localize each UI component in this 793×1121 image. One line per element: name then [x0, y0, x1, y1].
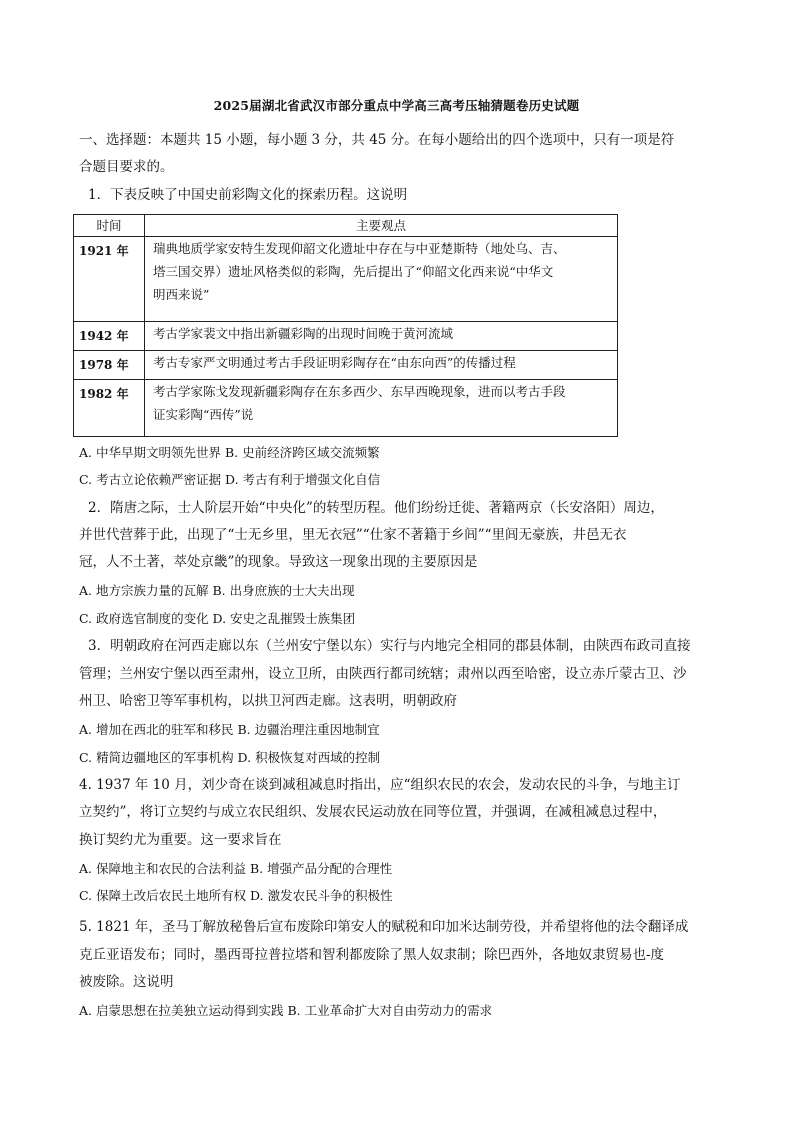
table-cell-year: 1921 年: [74, 237, 145, 322]
table-cell-year: 1942 年: [74, 322, 145, 351]
section-instruction-line-1: 一、选择题：本题共 15 小题，每小题 3 分，共 45 分。在每小题给出的四个选项中，只有一项是符: [79, 132, 675, 148]
q1-stem: 1．下表反映了中国史前彩陶文化的探索历程。这说明: [88, 187, 408, 203]
q4-options-cd: C. 保障土改后农民土地所有权 D. 激发农民斗争的积极性: [79, 888, 393, 903]
q3-stem-line-3: 州卫、哈密卫等军事机构，以拱卫河西走廊。这表明，明朝政府: [79, 693, 457, 709]
q2-options-cd: C. 政府选官制度的变化 D. 安史之乱摧毁士族集团: [79, 611, 356, 626]
view-line: 塔三国交界）遗址风格类似的彩陶，先后提出了“仰韶文化西来说“中华文: [153, 264, 554, 279]
q2-stem-line-2: 并世代营葬于此，出现了“士无乡里，里无衣冠”“仕家不著籍于乡闾”“里闾无豪族，井邑无衣: [79, 527, 627, 543]
section-instruction-line-2: 合题目要求的。: [79, 159, 174, 175]
table-cell-view: [145, 322, 618, 351]
q4-stem-line-3: 换订契约尤为重要。这一要求旨在: [79, 832, 282, 848]
table-header-views: 主要观点: [145, 215, 618, 237]
q4-stem-line-1: 4. 1937 年 10 月，刘少奇在谈到减租减息时指出，应“组织农民的农会，发动农民的斗争，与地主订: [79, 777, 681, 793]
view-line: 考古学家裴文中指出新疆彩陶的出现时间晚于黄河流域: [153, 326, 454, 341]
page-title: 2025届湖北省武汉市部分重点中学高三高考压轴猜题卷历史试题: [213, 98, 580, 113]
view-line: 瑞典地质学家安特生发现仰韶文化遗址中存在与中亚楚斯特（地处乌、吉、: [153, 241, 566, 256]
table-cell-year: 1978 年: [74, 351, 145, 380]
table-row: [74, 322, 618, 351]
q5-options-ab: A. 启蒙思想在拉美独立运动得到实践 B. 工业革命扩大对自由劳动力的需求: [79, 1003, 493, 1018]
q2-options-ab: A. 地方宗族力量的瓦解 B. 出身庶族的士大夫出现: [79, 583, 355, 598]
table-row: [74, 351, 618, 380]
table-row: [74, 380, 618, 437]
table-header-time: 时间: [74, 215, 145, 237]
q5-stem-line-3: 被废除。这说明: [79, 974, 174, 990]
view-line: 明西来说”: [153, 287, 210, 302]
view-line: 证实彩陶“西传”说: [153, 407, 254, 422]
q5-stem-line-1: 5. 1821 年，圣马丁解放秘鲁后宣布废除印第安人的赋税和印加米达制劳役，并希望将他的法令翻译成: [79, 919, 689, 935]
table-cell-view: [145, 351, 618, 380]
q3-options-cd: C. 精简边疆地区的军事机构 D. 积极恢复对西域的控制: [79, 750, 381, 765]
table-cell-view: [145, 237, 618, 322]
q3-options-ab: A. 增加在西北的驻军和移民 B. 边疆治理注重因地制宜: [79, 722, 380, 737]
view-line: 考古专家严文明通过考古手段证明彩陶存在“由东向西”的传播过程: [153, 355, 516, 370]
q1-options-cd: C. 考古立论依赖严密证据 D. 考古有利于增强文化自信: [79, 472, 381, 487]
q2-stem-line-3: 冠，人不土著，萃处京畿”的现象。导致这一现象出现的主要原因是: [79, 554, 478, 570]
q5-stem-line-2: 克丘亚语发布；同时，墨西哥拉普拉塔和智利都废除了黑人奴隶制；除巴西外，各地奴隶贸易也-度: [79, 947, 665, 963]
table-cell-year: 1982 年: [74, 380, 145, 437]
q3-stem-line-2: 管理；兰州安宁堡以西至肃州，设立卫所，由陕西行都司统辖；肃州以西至哈密，设立赤斤蒙古卫、沙: [79, 666, 687, 682]
view-line: 考古学家陈戈发现新疆彩陶存在东多西少、东早西晚现象，进而以考古手段: [153, 384, 566, 399]
table-cell-view: [145, 380, 618, 437]
q2-stem-line-1: 2．隋唐之际，士人阶层开始“中央化”的转型历程。他们纷纷迁徙、著籍两京（长安洛阳）周边，: [88, 500, 664, 516]
q1-options-ab: A. 中华早期文明领先世界 B. 史前经济跨区域交流频繁: [79, 445, 380, 460]
table-row: [74, 237, 618, 322]
q1-table: [73, 214, 618, 437]
q4-stem-line-2: 立契约”，将订立契约与成立农民组织、发展农民运动放在同等位置，并强调，在减租减息过程中，: [79, 804, 667, 820]
q4-options-ab: A. 保障地主和农民的合法利益 B. 增强产品分配的合理性: [79, 861, 393, 876]
q3-stem-line-1: 3．明朝政府在河西走廊以东（兰州安宁堡以东）实行与内地完全相同的郡县体制，由陕西布政司直接: [88, 638, 691, 654]
table-header-row: [74, 215, 618, 237]
